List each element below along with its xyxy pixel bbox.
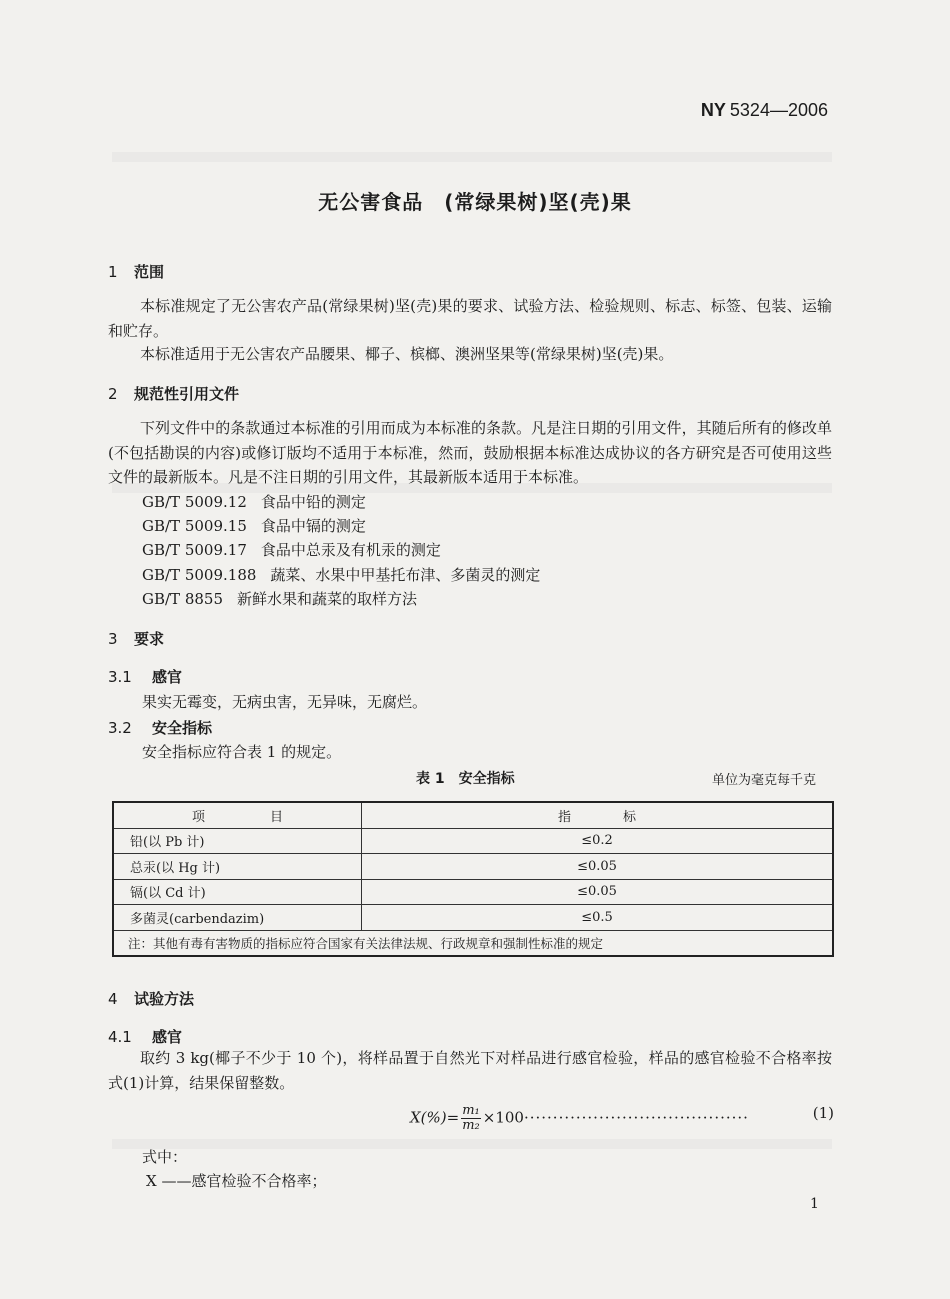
- subsection-heading-sensory: [108, 666, 182, 687]
- scope-paragraph-2: 本标准适用于无公害农产品腰果、椰子、槟榔、澳洲坚果等(常绿果树)坚(壳)果。: [140, 345, 674, 363]
- reference-code: GB/T 8855: [142, 590, 224, 608]
- table-note: 注：其他有毒有害物质的指标应符合国家有关法律法规、行政规章和强制性标准的规定: [113, 930, 833, 956]
- table-row: [113, 905, 833, 931]
- variable-definition-x: X ——感官检验不合格率；: [146, 1172, 327, 1190]
- table-row: [113, 854, 833, 880]
- standard-prefix: NY: [700, 100, 726, 120]
- subsection-title: 安全指标: [152, 719, 213, 737]
- table-cell-value: ≤0.2: [362, 828, 834, 854]
- sensory-test-paragraph: 取约 3 kg(椰子不少于 10 个)，将样品置于自然光下对样品进行感官检验，样品的感官检验不合格率按式(1)计算，结果保留整数。: [108, 1049, 832, 1092]
- reference-title: 蔬菜、水果中甲基托布津、多菌灵的测定: [270, 566, 541, 584]
- table-cell-item: 镉(以 Cd 计): [113, 879, 362, 905]
- reference-item: [142, 515, 366, 536]
- section-number: 2: [108, 385, 118, 403]
- table-caption: 表 1 安全指标: [416, 771, 515, 787]
- page-number: 1: [810, 1196, 819, 1212]
- reference-code: GB/T 5009.17: [142, 541, 247, 559]
- reference-title: 食品中镉的测定: [260, 517, 366, 535]
- reference-title: 新鲜水果和蔬菜的取样方法: [237, 590, 418, 608]
- reference-title: 食品中铅的测定: [260, 493, 366, 511]
- formula-leader-dots: ·······································: [523, 1108, 749, 1127]
- section-title: 规范性引用文件: [134, 385, 240, 403]
- document-title: 无公害食品 (常绿果树)坚(壳)果: [318, 190, 632, 214]
- reference-code: GB/T 5009.12: [142, 493, 247, 511]
- subsection-number: 3.1: [108, 668, 132, 686]
- table-row: [113, 879, 833, 905]
- reference-item: [142, 539, 441, 560]
- table-header-item: 项 目: [113, 802, 362, 828]
- formula-rhs: ×100: [482, 1108, 524, 1127]
- table-unit: 单位为毫克每千克: [711, 773, 816, 788]
- subsection-number: 3.2: [108, 719, 132, 737]
- safety-requirement-text: 安全指标应符合表 1 的规定。: [142, 743, 342, 761]
- subsection-heading-safety: [108, 717, 212, 738]
- table-cell-item: 多菌灵(carbendazim): [113, 905, 362, 931]
- section-heading-methods: [108, 988, 194, 1009]
- formula-denominator: m₂: [462, 1118, 480, 1133]
- reference-item: [142, 491, 366, 512]
- section-title: 试验方法: [134, 990, 195, 1008]
- table-header-row: [113, 802, 833, 828]
- reference-code: GB/T 5009.188: [142, 566, 257, 584]
- sensory-requirement-text: 果实无霉变，无病虫害，无异味，无腐烂。: [142, 693, 428, 711]
- subsection-title: 感官: [152, 668, 183, 686]
- table-cell-item: 总汞(以 Hg 计): [113, 854, 362, 880]
- table-cell-item: 铅(以 Pb 计): [113, 828, 362, 854]
- reference-title: 食品中总汞及有机汞的测定: [260, 541, 441, 559]
- where-label: 式中：: [142, 1148, 188, 1166]
- reference-code: GB/T 5009.15: [142, 517, 247, 535]
- subsection-number: 4.1: [108, 1028, 132, 1046]
- subsection-title: 感官: [152, 1028, 183, 1046]
- safety-indicator-table: [112, 801, 834, 957]
- section-heading-references: [108, 383, 239, 404]
- section-number: 4: [108, 990, 118, 1008]
- section-number: 3: [108, 630, 118, 648]
- references-paragraph: 下列文件中的条款通过本标准的引用而成为本标准的条款。凡是注日期的引用文件，其随后所有的修改单(不包括勘误的内容)或修订版均不适用于本标准，然而，鼓励根据本标准达成协议的各方研究是否可使用这些文件的最新版本。凡是不注日期的引用文件，其最新版本适用于本标准。: [108, 419, 832, 486]
- section-heading-requirements: [108, 628, 164, 649]
- subsection-heading-sensory-test: [108, 1026, 182, 1047]
- table-row: [113, 828, 833, 854]
- equation-number: (1): [812, 1104, 834, 1122]
- bleed-through: [112, 152, 832, 162]
- formula-fraction: [461, 1104, 481, 1133]
- table-cell-value: ≤0.5: [362, 905, 834, 931]
- section-number: 1: [108, 263, 118, 281]
- formula-1: [410, 1104, 834, 1133]
- table-cell-value: ≤0.05: [362, 879, 834, 905]
- table-header-indicator: 指 标: [362, 802, 834, 828]
- formula-lhs: X(%)=: [410, 1108, 460, 1127]
- section-title: 范围: [134, 263, 165, 281]
- section-heading-scope: [108, 261, 164, 282]
- table-note-row: [113, 930, 833, 956]
- reference-item: [142, 588, 417, 609]
- bleed-through: [112, 1139, 832, 1149]
- table-cell-value: ≤0.05: [362, 854, 834, 880]
- scope-paragraph-1: 本标准规定了无公害农产品(常绿果树)坚(壳)果的要求、试验方法、检验规则、标志、标签、包装、运输和贮存。: [108, 297, 832, 340]
- section-title: 要求: [134, 630, 165, 648]
- formula-numerator: m₁: [462, 1103, 480, 1118]
- standard-number: 5324—2006: [729, 100, 828, 120]
- reference-item: [142, 564, 540, 585]
- standard-code: [701, 100, 828, 121]
